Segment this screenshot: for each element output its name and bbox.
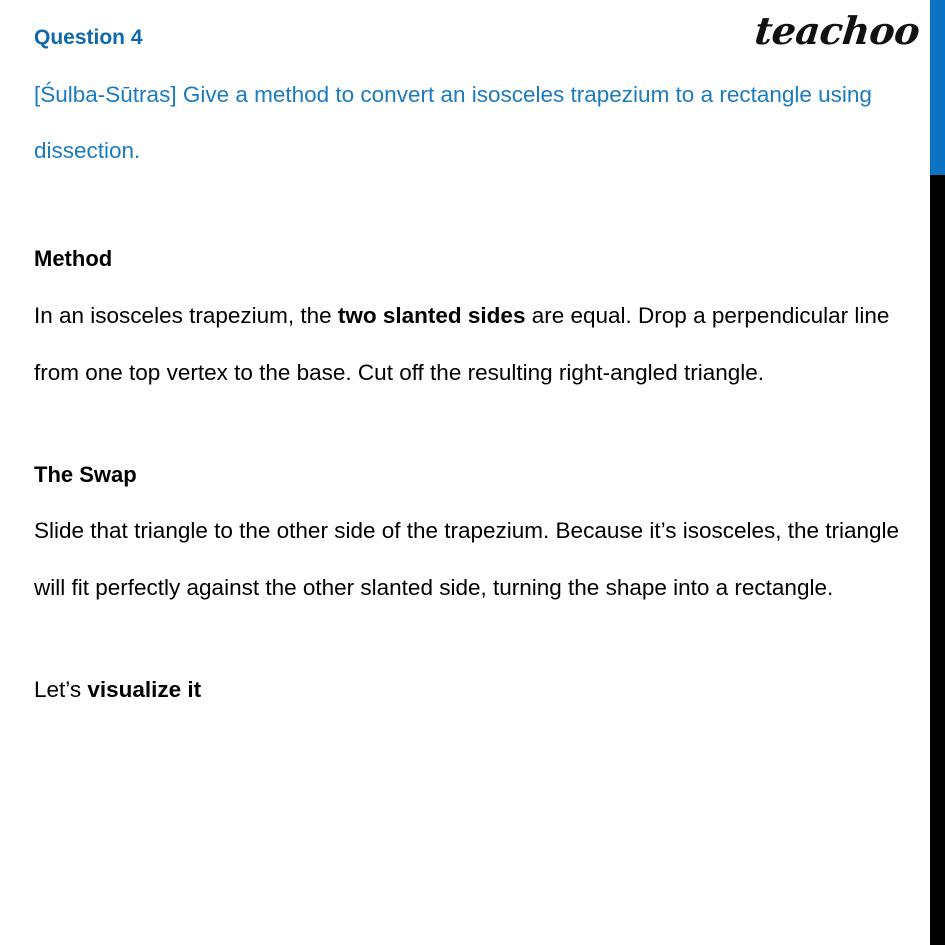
- section-heading-the-swap: The Swap: [34, 461, 137, 487]
- closing-emphasis: visualize it: [87, 677, 202, 703]
- paragraph-run: Slide that triangle to the other side of the trapezium. Because it’s isosceles, the triangle will fit perfectly against the other slanted side, turning the shape into a rectangle.: [34, 518, 900, 601]
- section-heading-method: Method: [34, 246, 113, 272]
- section-spacer: [34, 401, 914, 461]
- teachoo-logo: teachoo: [752, 8, 922, 53]
- right-edge-strip: [930, 0, 945, 945]
- closing-lead: Let’s: [34, 677, 88, 703]
- closing-line: [34, 676, 914, 703]
- paragraph-run: In an isosceles trapezium, the: [34, 302, 338, 328]
- section-paragraph-method: [34, 287, 914, 401]
- paragraph-run: are equal. Drop a perpendicular line from one top vertex to the base. Cut off the resulting right-angled triangle.: [34, 302, 890, 385]
- section-spacer: [34, 616, 914, 676]
- section-spacer: [34, 179, 914, 245]
- content-column: [34, 24, 914, 703]
- question-text: [Śulba-Sūtras] Give a method to convert an isosceles trapezium to a rectangle using dissection.: [34, 82, 872, 164]
- question-title: Question 4: [34, 26, 143, 49]
- edge-strip-black-segment: [930, 175, 945, 945]
- paragraph-run-bold: two slanted sides: [337, 302, 526, 328]
- edge-strip-blue-segment: [930, 0, 945, 175]
- section-paragraph-the-swap: [34, 502, 914, 616]
